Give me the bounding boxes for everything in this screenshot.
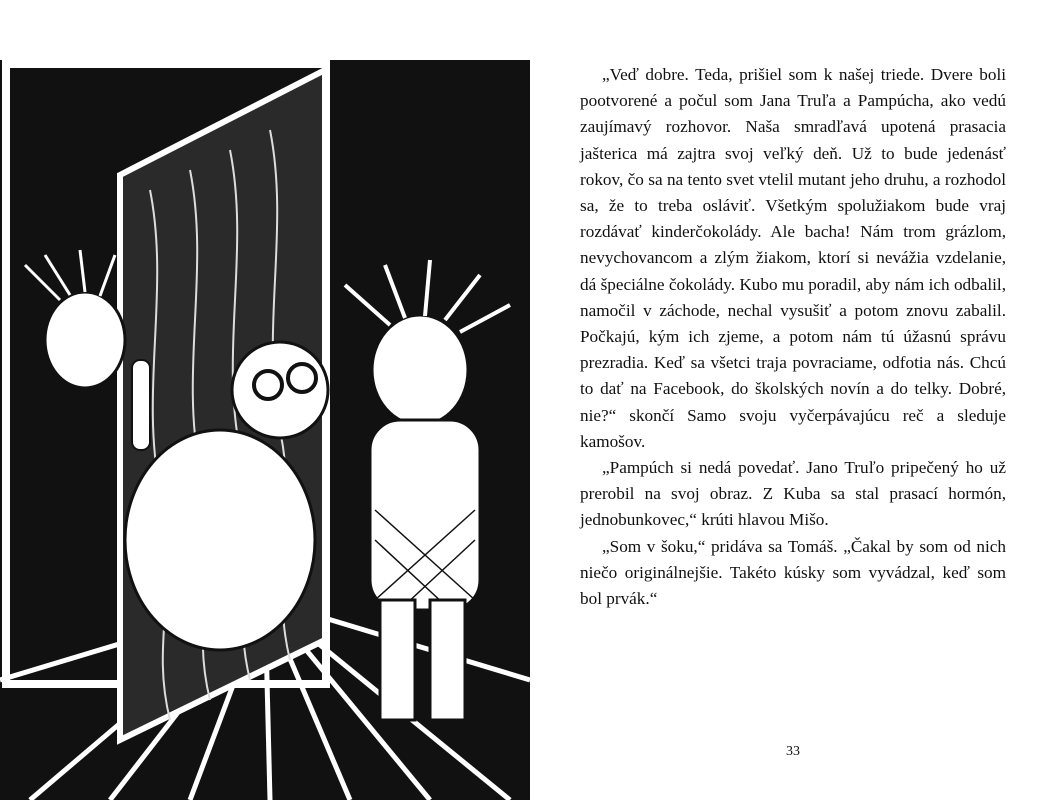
door-handle — [132, 360, 150, 450]
paragraph-2: „Pampúch si nedá povedať. Jano Truľo pripečený ho už prerobil na svoj obraz. Z Kuba sa stal prasací hormón, jednobunkovec,“ krúti hlavou Mišo. — [580, 458, 1006, 530]
spiky-boy-head — [372, 315, 468, 425]
paragraph-1: „Veď dobre. Teda, prišiel som k našej triede. Dvere boli pootvorené a počul som Jana Truľa a Pampúcha, ako vedú zaujímavý rozhovor. Naša smradľavá upotená prasacia jašterica má zajtra svoj veľký deň. Už to bude jedenásť rokov, čo sa na tento svet vtelil mutant jeho druhu, a rozhodol sa, že to treba osláviť. Všetkým spolužiakom bude vraj rozdávať kinderčokolády. Ale bacha! Nám trom grázlom, nevychovancom a zlým žiakom, ktorí si nevážia vzdelanie, dá špeciálne čokolády. Kubo mu poradil, aby nám ich odbalil, namočil v záchode, nechal vysušiť a potom znovu zabalil. Počkajú, kým ich zjeme, a potom nám tú úžasnú správu prezradia. Keď sa všetci traja povraciame, odfotia nás. Chcú to dať na Facebook, do školských novín a do telky. Dobré, nie?“ skončí Samo svoju vyčerpávajúcu reč a sleduje kamošov. — [580, 65, 1006, 451]
illustration — [0, 40, 530, 800]
chubby-boy-body — [125, 430, 315, 650]
paragraph-3: „Som v šoku,“ pridáva sa Tomáš. „Čakal by som od nich niečo originálnejšie. Takéto kúsky som vyvádzal, keď som bol prvák.“ — [580, 536, 1006, 609]
spiky-boy-leg-left — [380, 600, 415, 720]
peeking-boy — [45, 292, 125, 388]
spiky-boy-torso — [370, 420, 480, 610]
page-number: 33 — [786, 744, 800, 759]
text-column — [580, 62, 1006, 612]
spiky-boy-leg-right — [430, 600, 465, 720]
